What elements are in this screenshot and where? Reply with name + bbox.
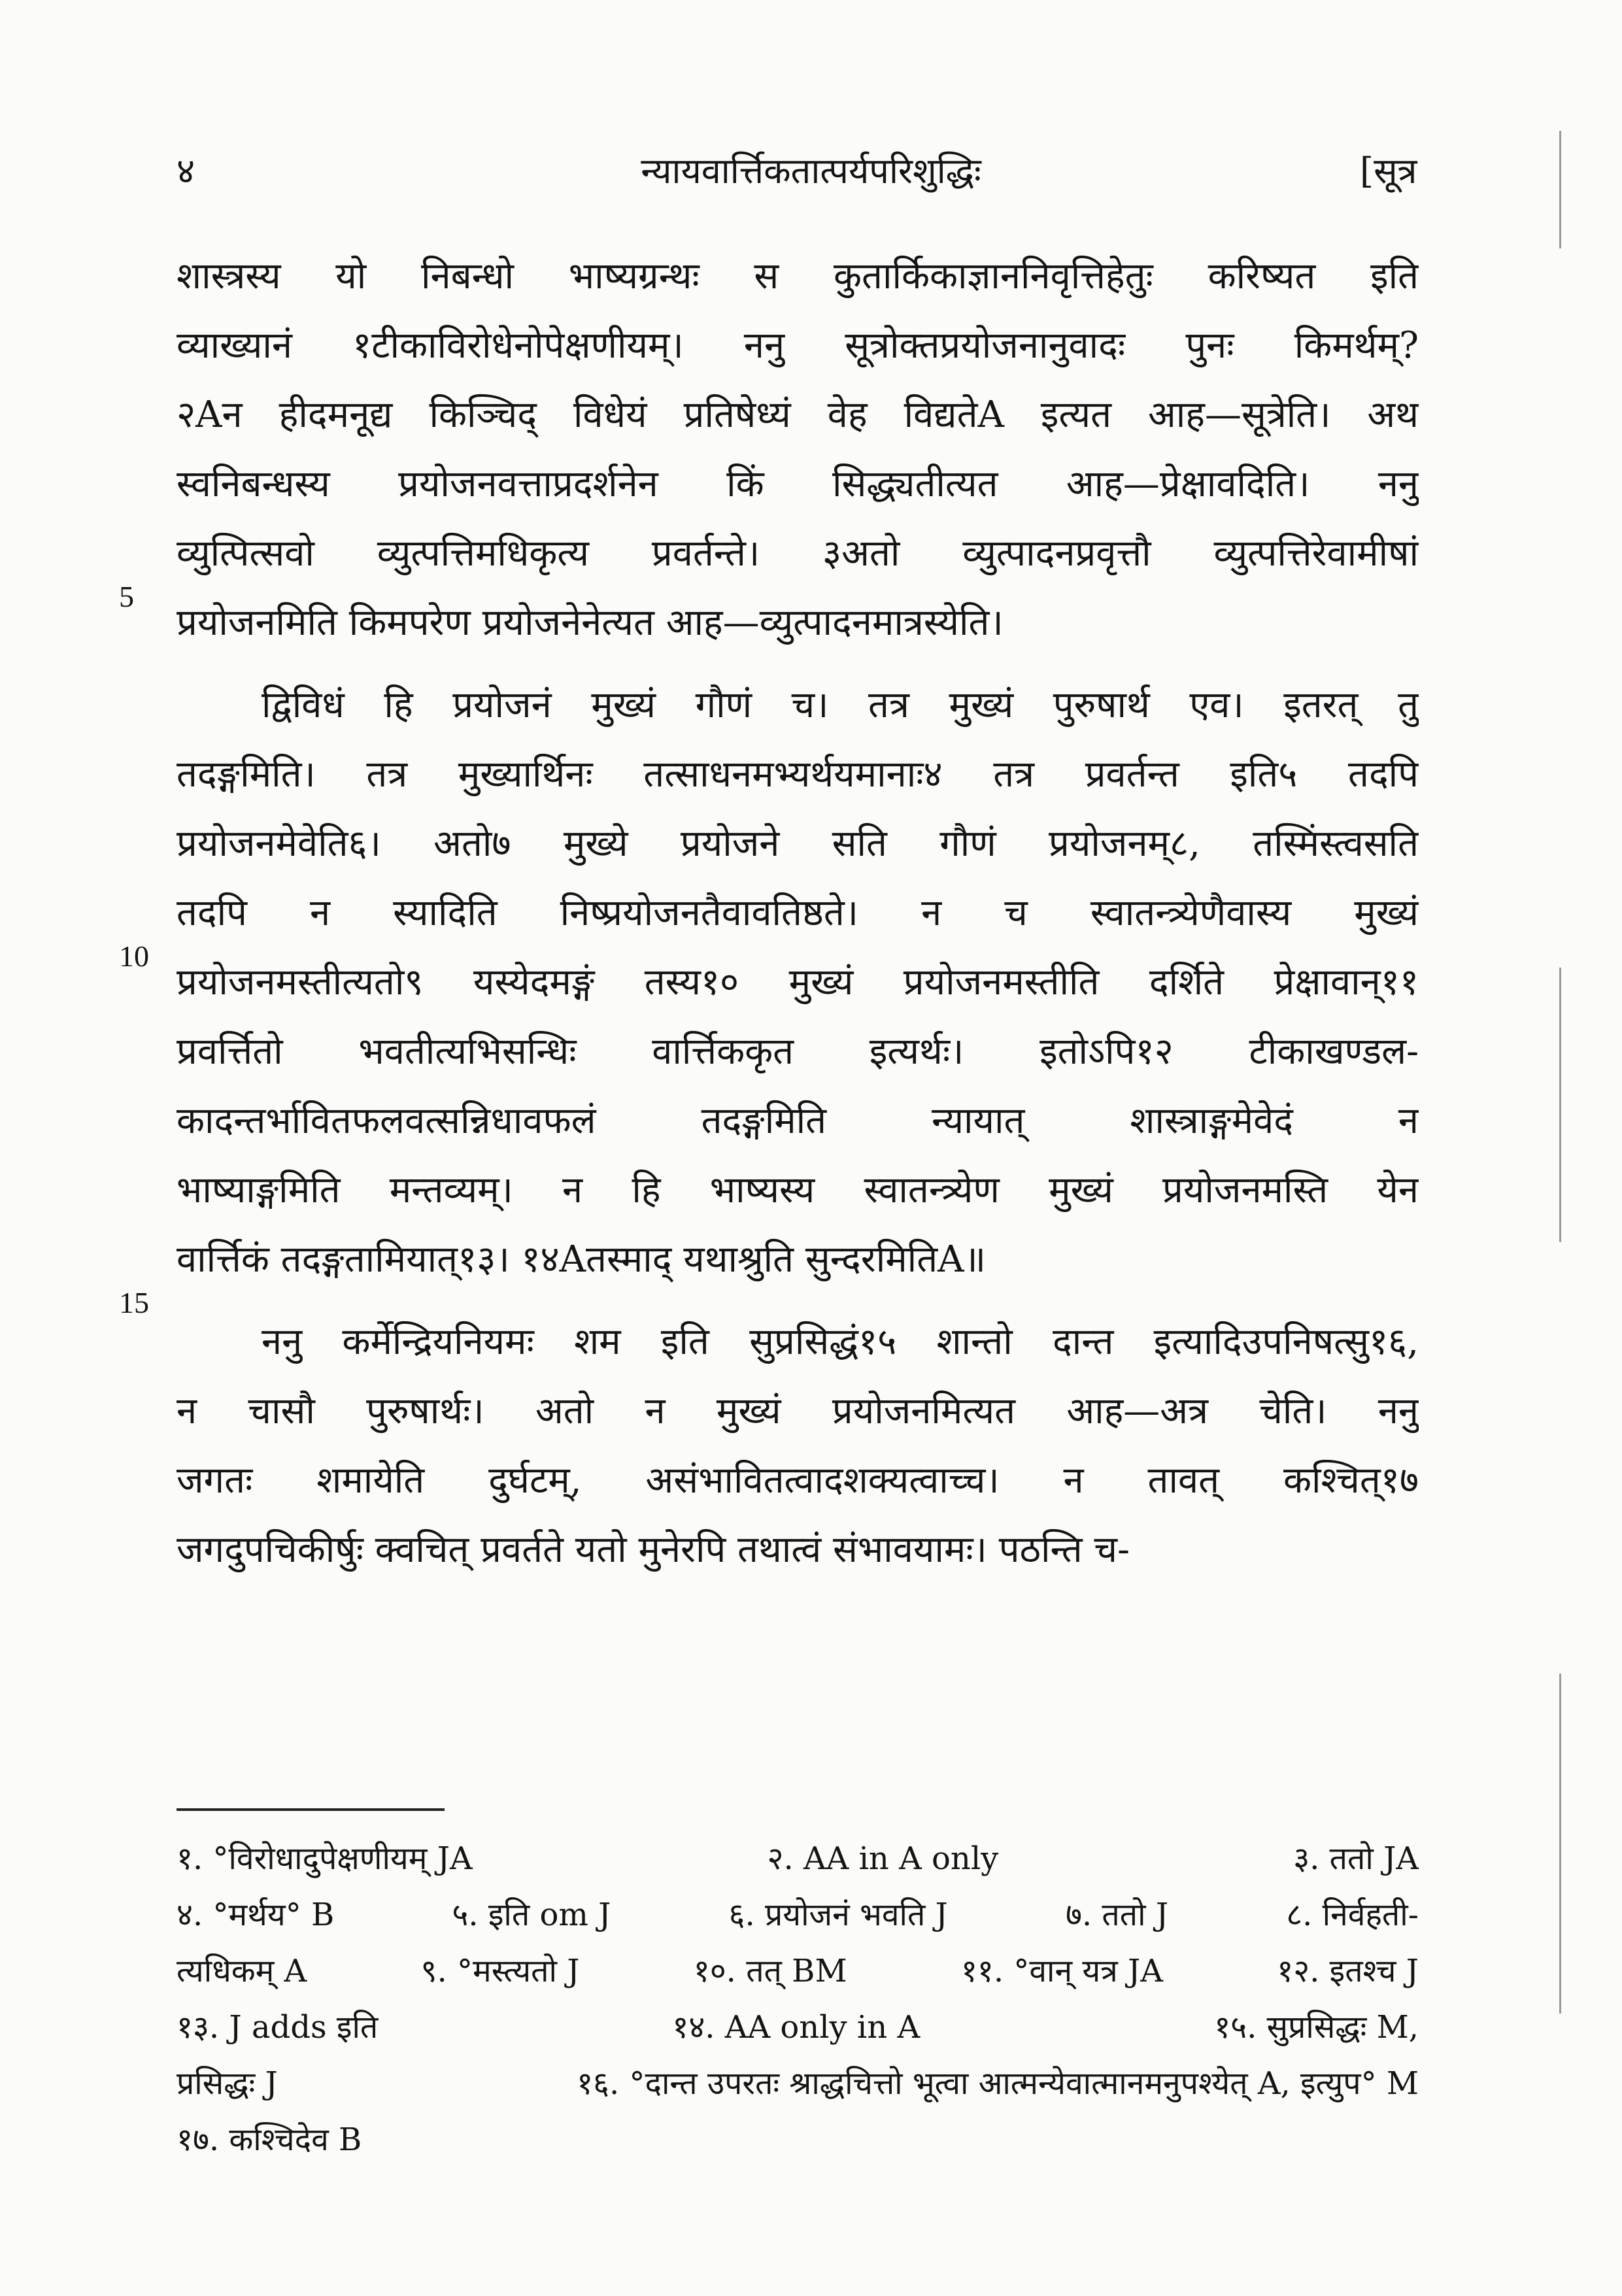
text-line: स्वनिबन्धस्य प्रयोजनवत्ताप्रदर्शनेन किं सिद्ध्यतीत्यत आह—प्रेक्षावदिति। ननु	[177, 463, 1419, 505]
footnote: प्रसिद्धः J	[177, 2065, 278, 2102]
line-number: 10	[119, 939, 149, 973]
page-number: ४	[177, 150, 195, 192]
text-line: प्रयोजनमस्तीत्यतो९ यस्येदमङ्गं तस्य१० मुख्यं प्रयोजनमस्तीति दर्शिते प्रेक्षावान्११	[177, 961, 1419, 1004]
footnote: १२. इतश्च J	[1277, 1953, 1419, 1989]
text-line: व्याख्यानं १टीकाविरोधेनोपेक्षणीयम्। ननु सूत्रोक्तप्रयोजनानुवादः पुनः किमर्थम्?	[177, 324, 1419, 367]
text-line: २Aन हीदमनूद्य किञ्चिद् विधेयं प्रतिषेध्यं वेह विद्यतेA इत्यत आह—सूत्रेति। अथ	[177, 394, 1419, 436]
binding-mark	[1559, 131, 1561, 248]
footnote: ११. °वान् यत्र JA	[960, 1953, 1163, 1989]
line-number: 5	[119, 580, 134, 613]
running-header	[0, 145, 1622, 204]
footnote: ५. इति om J	[452, 1897, 611, 1933]
footnote: १५. सुप्रसिद्धः M,	[1214, 2009, 1419, 2046]
footnote: २. AA in A only	[767, 1840, 999, 1877]
footnote: १०. तत् BM	[693, 1953, 847, 1989]
text-line: तदङ्गमिति। तत्र मुख्यार्थिनः तत्साधनमभ्यर्थयमानाः४ तत्र प्रवर्तन्त इति५ तदपि	[177, 753, 1419, 796]
text-line: वार्त्तिकं तदङ्गतामियात्१३। १४Aतस्माद् यथाश्रुति सुन्दरमितिA॥	[177, 1238, 987, 1281]
running-title: न्यायवार्त्तिकतात्पर्यपरिशुद्धिः	[641, 150, 981, 192]
footnote: १३. J adds इति	[177, 2009, 379, 2046]
text-line: प्रयोजनमिति किमपरेण प्रयोजनेनेत्यत आह—व्युत्पादनमात्रस्येति।	[177, 601, 1004, 644]
footnote: ६. प्रयोजनं भवति J	[728, 1897, 948, 1933]
binding-mark	[1559, 1674, 1561, 2014]
footnote: ९. °मस्त्यतो J	[420, 1953, 580, 1989]
text-line: कादन्तर्भावितफलवत्सन्निधावफलं तदङ्गमिति न्यायात् शास्त्राङ्गमेवेदं न	[177, 1100, 1419, 1142]
footnote-line	[177, 2112, 1419, 2168]
text-line: न चासौ पुरुषार्थः। अतो न मुख्यं प्रयोजनमित्यत आह—अत्र चेति। ननु	[177, 1390, 1419, 1432]
footnote: ३. ततो JA	[1293, 1840, 1419, 1877]
footnote-line	[177, 1831, 1419, 1887]
footnote-line	[177, 2055, 1419, 2112]
text-line: द्विविधं हि प्रयोजनं मुख्यं गौणं च। तत्र मुख्यं पुरुषार्थ एव। इतरत् तु	[262, 684, 1419, 726]
binding-mark	[1559, 968, 1561, 1242]
footnote: ८. निर्वहती-	[1286, 1897, 1419, 1933]
text-line: प्रयोजनमेवेति६। अतो७ मुख्ये प्रयोजने सति गौणं प्रयोजनम्८, तस्मिंस्त्वसति	[177, 822, 1419, 865]
footnote: १. °विरोधादुपेक्षणीयम् JA	[177, 1840, 473, 1877]
text-line: जगदुपचिकीर्षुः क्वचित् प्रवर्तते यतो मुनेरपि तथात्वं संभावयामः। पठन्ति च-	[177, 1528, 1130, 1571]
line-number: 15	[119, 1286, 149, 1319]
footnote: ४. °मर्थय° B	[177, 1897, 335, 1933]
text-line: ननु कर्मेन्द्रियनियमः शम इति सुप्रसिद्धं१५ शान्तो दान्त इत्यादिउपनिषत्सु१६,	[262, 1321, 1419, 1363]
text-line: शास्त्रस्य यो निबन्धो भाष्यग्रन्थः स कुतार्किकाज्ञाननिवृत्तिहेतुः करिष्यत इति	[177, 255, 1419, 297]
footnote: १७. कश्चिदेव B	[177, 2121, 362, 2158]
text-line: प्रवर्त्तितो भवतीत्यभिसन्धिः वार्त्तिककृत इत्यर्थः। इतोऽपि१२ टीकाखण्डल-	[177, 1030, 1419, 1073]
text-line: व्युत्पित्सवो व्युत्पत्तिमधिकृत्य प्रवर्तन्ते। ३अतो व्युत्पादनप्रवृत्तौ व्युत्पत्तिरेवामीषां	[177, 532, 1419, 575]
footnote-line	[177, 1999, 1419, 2055]
section-label: [सूत्र	[1360, 150, 1417, 192]
text-line: जगतः शमायेति दुर्घटम्, असंभावितत्वादशक्यत्वाच्च। न तावत् कश्चित्१७	[177, 1459, 1419, 1502]
footnote: ७. ततो J	[1065, 1897, 1169, 1933]
footnote: त्यधिकम् A	[177, 1953, 307, 1989]
footnotes	[177, 1831, 1419, 2168]
footnote-rule	[177, 1808, 445, 1811]
text-line: तदपि न स्यादिति निष्प्रयोजनतैवावतिष्ठते। न च स्वातन्त्र्येणैवास्य मुख्यं	[177, 892, 1419, 934]
footnote: १६. °दान्त उपरतः श्राद्धचित्तो भूत्वा आत्मन्येवात्मानमनुपश्येत् A, इत्युप° M	[577, 2065, 1419, 2102]
footnote-line	[177, 1943, 1419, 1999]
text-line: भाष्याङ्गमिति मन्तव्यम्। न हि भाष्यस्य स्वातन्त्र्येण मुख्यं प्रयोजनमस्ति येन	[177, 1169, 1419, 1211]
footnote: १४. AA only in A	[672, 2009, 921, 2046]
main-text	[177, 242, 1419, 1585]
footnote-line	[177, 1887, 1419, 1943]
